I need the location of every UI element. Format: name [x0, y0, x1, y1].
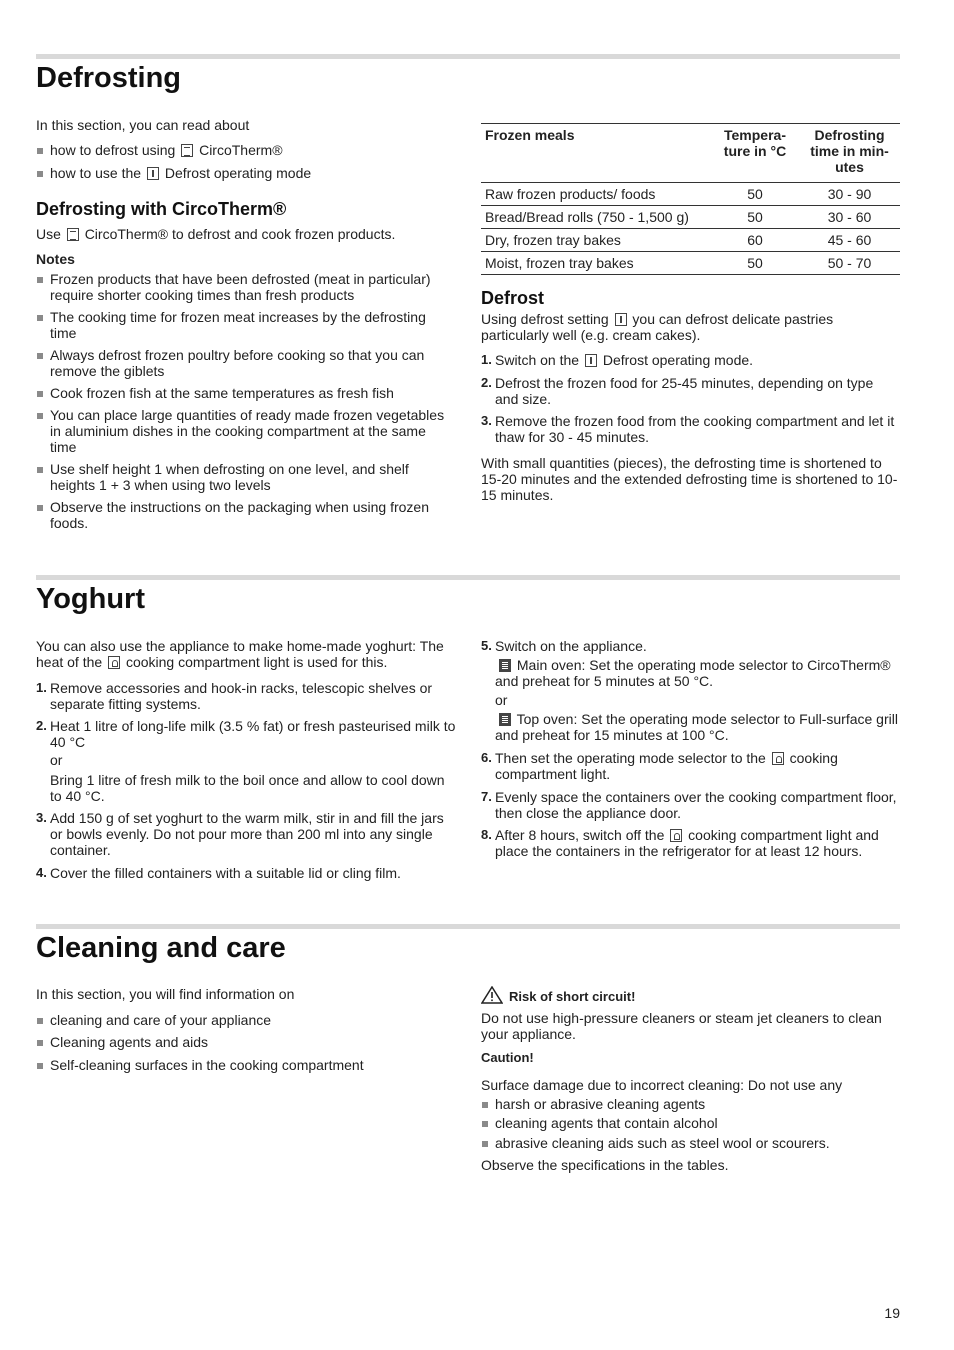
- defrosting-left-column: [36, 117, 456, 531]
- list-item: how to use the Defrost operating mode: [36, 165, 456, 181]
- defrosting-title: Defrosting: [36, 62, 181, 94]
- defrost-steps: [481, 352, 900, 445]
- list-item: You can place large quantities of ready made frozen vegetables in aluminium dishes in the cooking compartment at the same time: [36, 407, 456, 455]
- list-item: Use shelf height 1 when defrosting on one level, and shelf heights 1 + 3 when using two levels: [36, 461, 456, 493]
- defrost-icon: [615, 313, 627, 326]
- section-rule: [36, 924, 900, 929]
- circotherm-text: Use CircoTherm® to defrost and cook frozen products.: [36, 226, 396, 242]
- table-header: Defrosting time in min- utes: [799, 124, 900, 183]
- circotherm-icon: [67, 228, 79, 241]
- list-item: Cook frozen fish at the same temperatures as fresh fish: [36, 385, 456, 401]
- list-item: 3. Remove the frozen food from the cooking compartment and let it thaw for 30 - 45 minutes.: [481, 413, 895, 445]
- defrosting-intro: In this section, you can read about: [36, 117, 250, 133]
- main-oven-icon: [499, 659, 511, 672]
- main-oven-instruction: Main oven: Set the operating mode selector to CircoTherm® and preheat for 5 minutes at 50 °C.: [495, 657, 891, 689]
- defrost-heading: Defrost: [481, 288, 545, 308]
- list-item: 2. Heat 1 litre of long-life milk (3.5 % fat) or fresh pasteurised milk to 40 °C or Bring 1 litre of fresh milk to the boil once and allow to cool down to 40 °C.: [36, 718, 456, 804]
- list-item: 8. After 8 hours, switch off the cooking compartment light and place the containers in the refrigerator for at least 12 hours.: [481, 827, 879, 859]
- list-item: harsh or abrasive cleaning agents: [481, 1096, 900, 1112]
- yoghurt-title: Yoghurt: [36, 583, 145, 615]
- table-cell: 50: [711, 206, 799, 229]
- yoghurt-steps-left: [36, 680, 456, 881]
- table-cell: Dry, frozen tray bakes: [481, 229, 711, 252]
- list-item: 1. Remove accessories and hook-in racks, telescopic shelves or separate fitting systems.: [36, 680, 433, 712]
- list-item: Self-cleaning surfaces in the cooking compartment: [36, 1057, 456, 1073]
- caution-text: Surface damage due to incorrect cleaning: Do not use any: [481, 1077, 843, 1093]
- step2-alternative: Bring 1 litre of fresh milk to the boil once and allow to cool down to 40 °C.: [50, 772, 445, 804]
- list-item: cleaning agents that contain alcohol: [481, 1115, 900, 1131]
- section-rule: [36, 575, 900, 580]
- table-cell: 60: [711, 229, 799, 252]
- circotherm-heading: Defrosting with CircoTherm®: [36, 199, 287, 219]
- list-item: how to defrost using CircoTherm®: [36, 142, 456, 158]
- caution-heading: Caution!: [481, 1050, 534, 1065]
- defrost-text: Using defrost setting you can defrost delicate pastries particularly well (e.g. cream cakes).: [481, 311, 834, 343]
- list-item: 6. Then set the operating mode selector to the cooking compartment light.: [481, 750, 838, 782]
- page-number: 19: [884, 1305, 900, 1321]
- table-cell: 50: [711, 252, 799, 275]
- notes-heading: Notes: [36, 251, 75, 267]
- list-item: 5. Switch on the appliance. Main oven: Set the operating mode selector to CircoTherm® and preheat for 5 minutes at 50 °C. or Top oven: Set the operating mode selector to Full-surface grill and preheat for 15 minutes at 100 °C.: [481, 638, 900, 743]
- list-item: Frozen products that have been defrosted (meat in particular) require shorter cooking times than fresh products: [36, 271, 456, 303]
- list-item: 2. Defrost the frozen food for 25-45 minutes, depending on type and size.: [481, 375, 874, 407]
- cleaning-intro: In this section, you will find information on: [36, 986, 295, 1002]
- cleaning-title: Cleaning and care: [36, 932, 286, 964]
- warning-heading: Risk of short circuit!: [481, 986, 900, 1005]
- observe-text: Observe the specifications in the tables.: [481, 1157, 729, 1173]
- warning-text: Do not use high-pressure cleaners or steam jet cleaners to clean your appliance.: [481, 1010, 882, 1042]
- table-cell: Raw frozen products/ foods: [481, 183, 711, 206]
- cleaning-list: [36, 1012, 456, 1073]
- yoghurt-right-column: [481, 638, 900, 859]
- table-header: Tempera- ture in °C: [711, 124, 799, 183]
- table-cell: 50: [711, 183, 799, 206]
- yoghurt-intro: You can also use the appliance to make home-made yoghurt: The heat of the cooking compartment light is used for this.: [36, 638, 444, 670]
- list-item: Always defrost frozen poultry before cooking so that you can remove the giblets: [36, 347, 456, 379]
- cleaning-right-column: [481, 986, 900, 1173]
- yoghurt-steps-right: [481, 638, 900, 859]
- circotherm-icon: [181, 144, 193, 157]
- table-cell: 30 - 60: [799, 206, 900, 229]
- table-row: [481, 183, 900, 206]
- list-item: Observe the instructions on the packaging when using frozen foods.: [36, 499, 456, 531]
- list-item: 4. Cover the filled containers with a suitable lid or cling film.: [36, 865, 401, 881]
- or-text: or: [495, 692, 508, 708]
- table-cell: Bread/Bread rolls (750 - 1,500 g): [481, 206, 711, 229]
- list-item: cleaning and care of your appliance: [36, 1012, 456, 1028]
- table-cell: 45 - 60: [799, 229, 900, 252]
- table-row: [481, 252, 900, 275]
- yoghurt-left-column: [36, 638, 456, 881]
- section-rule: [36, 54, 900, 59]
- oven-light-icon: [772, 752, 784, 765]
- list-item: abrasive cleaning aids such as steel wool or scourers.: [481, 1135, 900, 1151]
- oven-light-icon: [108, 656, 120, 669]
- cleaning-left-column: [36, 986, 456, 1073]
- top-oven-icon: [499, 713, 511, 726]
- warning-triangle-icon: [481, 986, 503, 1004]
- table-header: Frozen meals: [481, 124, 711, 183]
- defrosting-right-column: [481, 123, 900, 503]
- table-row: [481, 229, 900, 252]
- list-item: Cleaning agents and aids: [36, 1034, 456, 1050]
- defrost-icon: [147, 167, 159, 180]
- list-item: 7. Evenly space the containers over the cooking compartment floor, then close the appliance door.: [481, 789, 897, 821]
- caution-list: [481, 1096, 900, 1151]
- or-text: or: [50, 752, 63, 768]
- defrosting-intro-list: [36, 142, 456, 181]
- table-cell: 30 - 90: [799, 183, 900, 206]
- table-row: [481, 206, 900, 229]
- top-oven-instruction: Top oven: Set the operating mode selector to Full-surface grill and preheat for 15 minutes at 100 °C.: [495, 711, 898, 743]
- list-item: 3. Add 150 g of set yoghurt to the warm milk, stir in and fill the jars or bowls evenly. Do not pour more than 200 ml into any single container.: [36, 810, 444, 858]
- table-header-row: [481, 124, 900, 183]
- notes-list: [36, 271, 456, 531]
- list-item: The cooking time for frozen meat increases by the defrosting time: [36, 309, 456, 341]
- oven-light-icon: [670, 829, 682, 842]
- defrosting-table: [481, 123, 900, 275]
- table-cell: 50 - 70: [799, 252, 900, 275]
- small-quantities-note: With small quantities (pieces), the defrosting time is shortened to 15-20 minutes and the extended defrosting time is shortened to 10-15 minutes.: [481, 455, 898, 503]
- defrost-icon: [585, 354, 597, 367]
- table-cell: Moist, frozen tray bakes: [481, 252, 711, 275]
- list-item: 1. Switch on the Defrost operating mode.: [481, 352, 754, 368]
